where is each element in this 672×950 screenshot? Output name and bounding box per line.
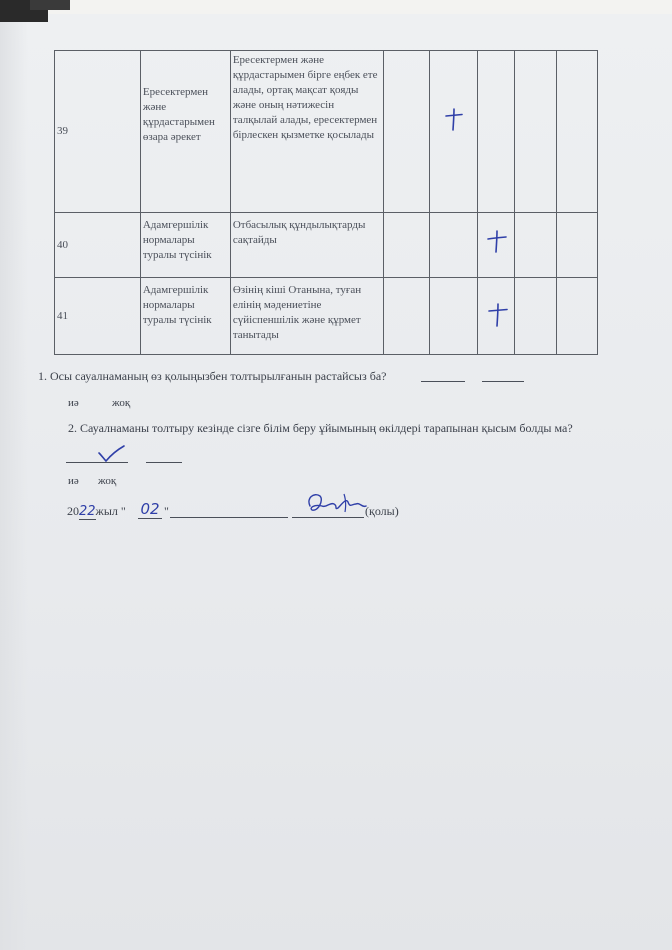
year-handwritten: 22: [79, 504, 96, 519]
plus-mark-icon: [484, 227, 510, 255]
assessment-table: [54, 50, 598, 355]
answer-line-no: [146, 462, 182, 463]
mark-cell: [515, 51, 556, 213]
mark-cell: [477, 278, 514, 355]
label-no: жоқ: [112, 397, 131, 409]
row-area: Ересектермен және құрдастарымен өзара әрекет: [140, 51, 230, 213]
mark-cell: [515, 213, 556, 278]
label-yes: иә: [68, 397, 79, 409]
signature-label: (қолы): [365, 504, 399, 518]
table-row: [55, 213, 598, 278]
question-2: 2. Сауалнаманы толтыру кезінде сізге білім беру ұйымының өкілдері тарапынан қысым болды ма?: [68, 421, 573, 435]
scan-dark-corner: [30, 0, 70, 10]
mark-cell: [477, 213, 514, 278]
year-word: жыл ": [95, 504, 126, 518]
table-row: [55, 278, 598, 355]
row-description: Отбасылық құндылықтарды сақтайды: [230, 213, 383, 278]
mark-cell: [556, 51, 597, 213]
mark-cell: [383, 278, 430, 355]
label-yes: иә: [68, 475, 79, 487]
answer-line-yes: [421, 381, 465, 382]
mark-cell: [383, 51, 430, 213]
day-handwritten: 02: [138, 500, 162, 519]
scan-left-shade: [0, 0, 28, 950]
mark-cell: [430, 213, 478, 278]
plus-mark-icon: [485, 300, 511, 330]
row-number: 39: [55, 51, 141, 213]
year-prefix: 20: [67, 504, 79, 518]
row-description: Ересектермен және құрдастарымен бірге еңбек ете алады, ортақ мақсат қояды және оның нәтижесін талқылай алады, ересектермен бірлескен қызметке қосылады: [230, 51, 383, 213]
question-1: 1. Осы сауалнаманың өз қолыңызбен толтырылғанын растайсыз ба?: [38, 369, 387, 383]
row-number: 40: [55, 213, 141, 278]
table-row: [55, 51, 598, 213]
signature-icon: [304, 490, 370, 518]
mark-cell: [556, 213, 597, 278]
row-description: Өзінің кіші Отанына, туған елінің мәдениетіне сүйіспеншілік және құрмет танытады: [230, 278, 383, 355]
mark-cell: [383, 213, 430, 278]
label-no: жоқ: [98, 475, 117, 487]
quote-close: ": [164, 504, 169, 518]
mark-cell: [556, 278, 597, 355]
signature-line: [67, 504, 126, 519]
answer-line-no: [482, 381, 524, 382]
mark-cell: [430, 278, 478, 355]
row-number: 41: [55, 278, 141, 355]
scan-top-edge: [0, 0, 672, 14]
mark-cell: [430, 51, 478, 213]
mark-cell: [477, 51, 514, 213]
plus-mark-icon: [442, 105, 466, 133]
month-line: [170, 517, 288, 518]
checkmark-icon: [96, 444, 126, 464]
row-area: Адамгершілік нормалары туралы түсінік: [140, 278, 230, 355]
mark-cell: [515, 278, 556, 355]
row-area: Адамгершілік нормалары туралы түсінік: [140, 213, 230, 278]
